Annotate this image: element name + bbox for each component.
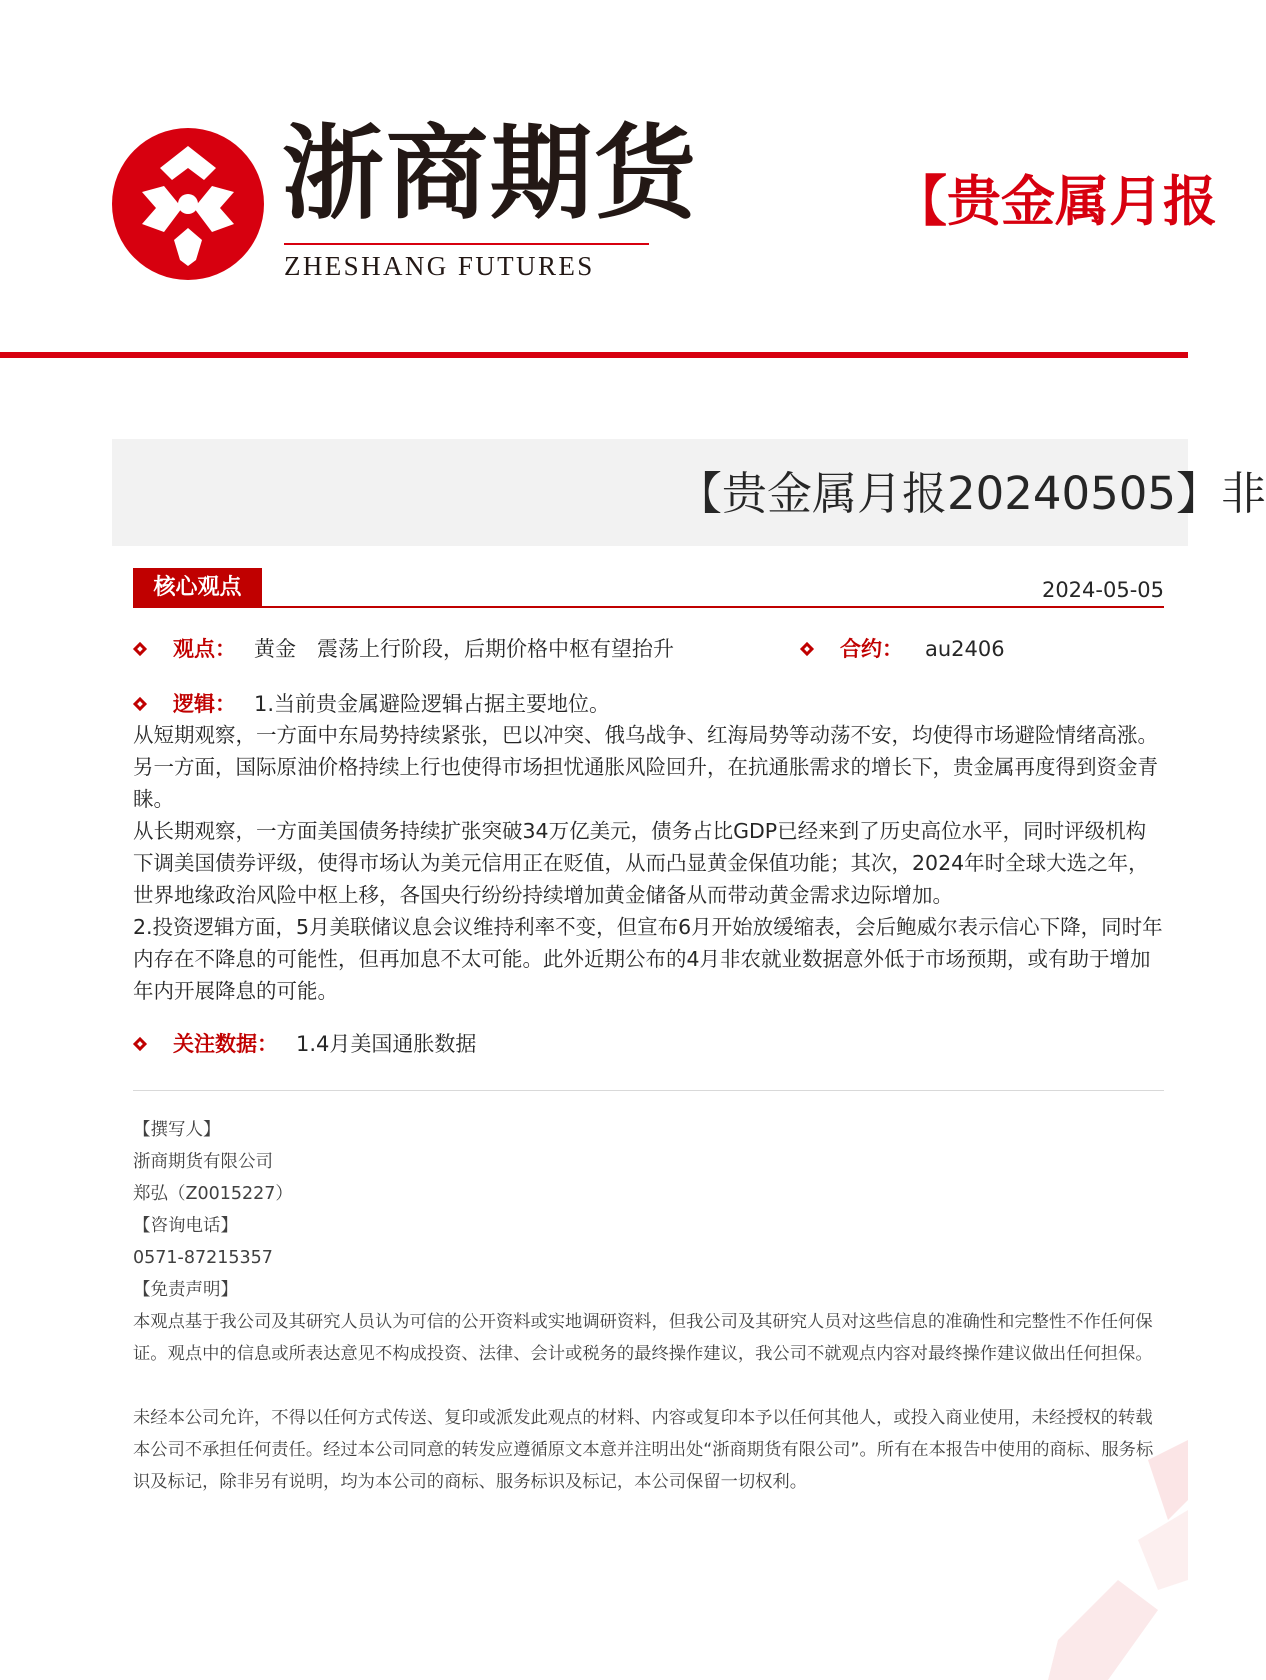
section-rule [133,606,1164,608]
bullet-diamond-icon [133,1037,147,1051]
logic-paragraph-long-term: 从长期观察，一方面美国债务持续扩张突破34万亿美元，债务占比GDP已经来到了历史高位水平，同时评级机构下调美国债券评级，使得市场认为美元信用正在贬值，从而凸显黄金保值功能；其次，2024年时全球大选之年，世界地缘政治风险中枢上移，各国央行纷纷持续增加黄金储备从而带动黄金需求边际增加。 [133,819,1149,907]
logo-chinese-wordmark: 浙商期货 [282,114,698,234]
report-type-tag: 【贵金属月报 [893,170,1217,233]
logo-english-wordmark: ZHESHANG FUTURES [284,251,595,281]
focus-text: 1.4月美国通胀数据 [296,1032,477,1056]
title-band [112,439,1266,546]
view-label: 观点： [173,637,236,661]
logic-first-point: 1.当前贵金属避险逻辑占据主要地位。 [254,692,611,716]
logic-paragraph-investment: 2.投资逻辑方面，5月美联储议息会议维持利率不变，但宣布6月开始放缓缩表，会后鲍威尔表示信心下降，同时年内存在不降息的可能性，但再加息不太可能。此外近期公布的4月非农就业数据意外低于市场预期，或有助于增加年内开展降息的可能。 [133,915,1163,1003]
contract-label: 合约： [840,637,903,661]
phone-heading: 【咨询电话】 [133,1216,238,1236]
footer-divider [133,1090,1164,1091]
report-title: 【贵金属月报20240505】非 [677,467,1266,520]
bullet-diamond-icon [133,642,147,656]
author-name: 郑弘（Z0015227） [133,1184,293,1204]
disclaimer-paragraph-2: 未经本公司允许，不得以任何方式传送、复印或派发此观点的材料、内容或复印本予以任何其他人，或投入商业使用，未经授权的转载本公司不承担任何责任。经过本公司同意的转发应遵循原文本意并注明出处“浙商期货有限公司”。所有在本报告中使用的商标、服务标识及标记，除非另有说明，均为本公司的商标、服务标识及标记，本公司保留一切权利。 [133,1408,1154,1492]
author-heading: 【撰写人】 [133,1120,221,1140]
logic-paragraph-short-term: 从短期观察，一方面中东局势持续紧张，巴以冲突、俄乌战争、红海局势等动荡不安，均使得市场避险情绪高涨。另一方面，国际原油价格持续上行也使得市场担忧通胀风险回升，在抗通胀需求的增长下，贵金属再度得到资金青睐。 [133,723,1158,811]
focus-line [133,1028,476,1060]
view-line [133,633,674,665]
zheshang-logo-icon [112,128,264,280]
disclaimer-heading: 【免责声明】 [133,1280,238,1300]
contract-line [800,633,1005,665]
bullet-diamond-icon [800,642,814,656]
report-date: 2024-05-05 [1041,578,1164,602]
logic-label: 逻辑： [173,692,236,716]
watermark-logo-icon [998,1440,1188,1680]
header-divider [0,352,1188,358]
logic-line [133,688,610,720]
view-text: 黄金 震荡上行阶段，后期价格中枢有望抬升 [254,637,674,661]
company-name: 浙商期货有限公司 [133,1152,273,1172]
phone-number: 0571-87215357 [133,1248,273,1268]
logo-underline [284,243,649,245]
section-badge: 核心观点 [133,568,262,608]
disclaimer-paragraph-1: 本观点基于我公司及其研究人员认为可信的公开资料或实地调研资料，但我公司及其研究人员对这些信息的准确性和完整性不作任何保证。观点中的信息或所表达意见不构成投资、法律、会计或税务的最终操作建议，我公司不就观点内容对最终操作建议做出任何担保。 [133,1312,1153,1364]
bullet-diamond-icon [133,697,147,711]
focus-label: 关注数据： [173,1032,278,1056]
contract-value: au2406 [925,637,1005,661]
